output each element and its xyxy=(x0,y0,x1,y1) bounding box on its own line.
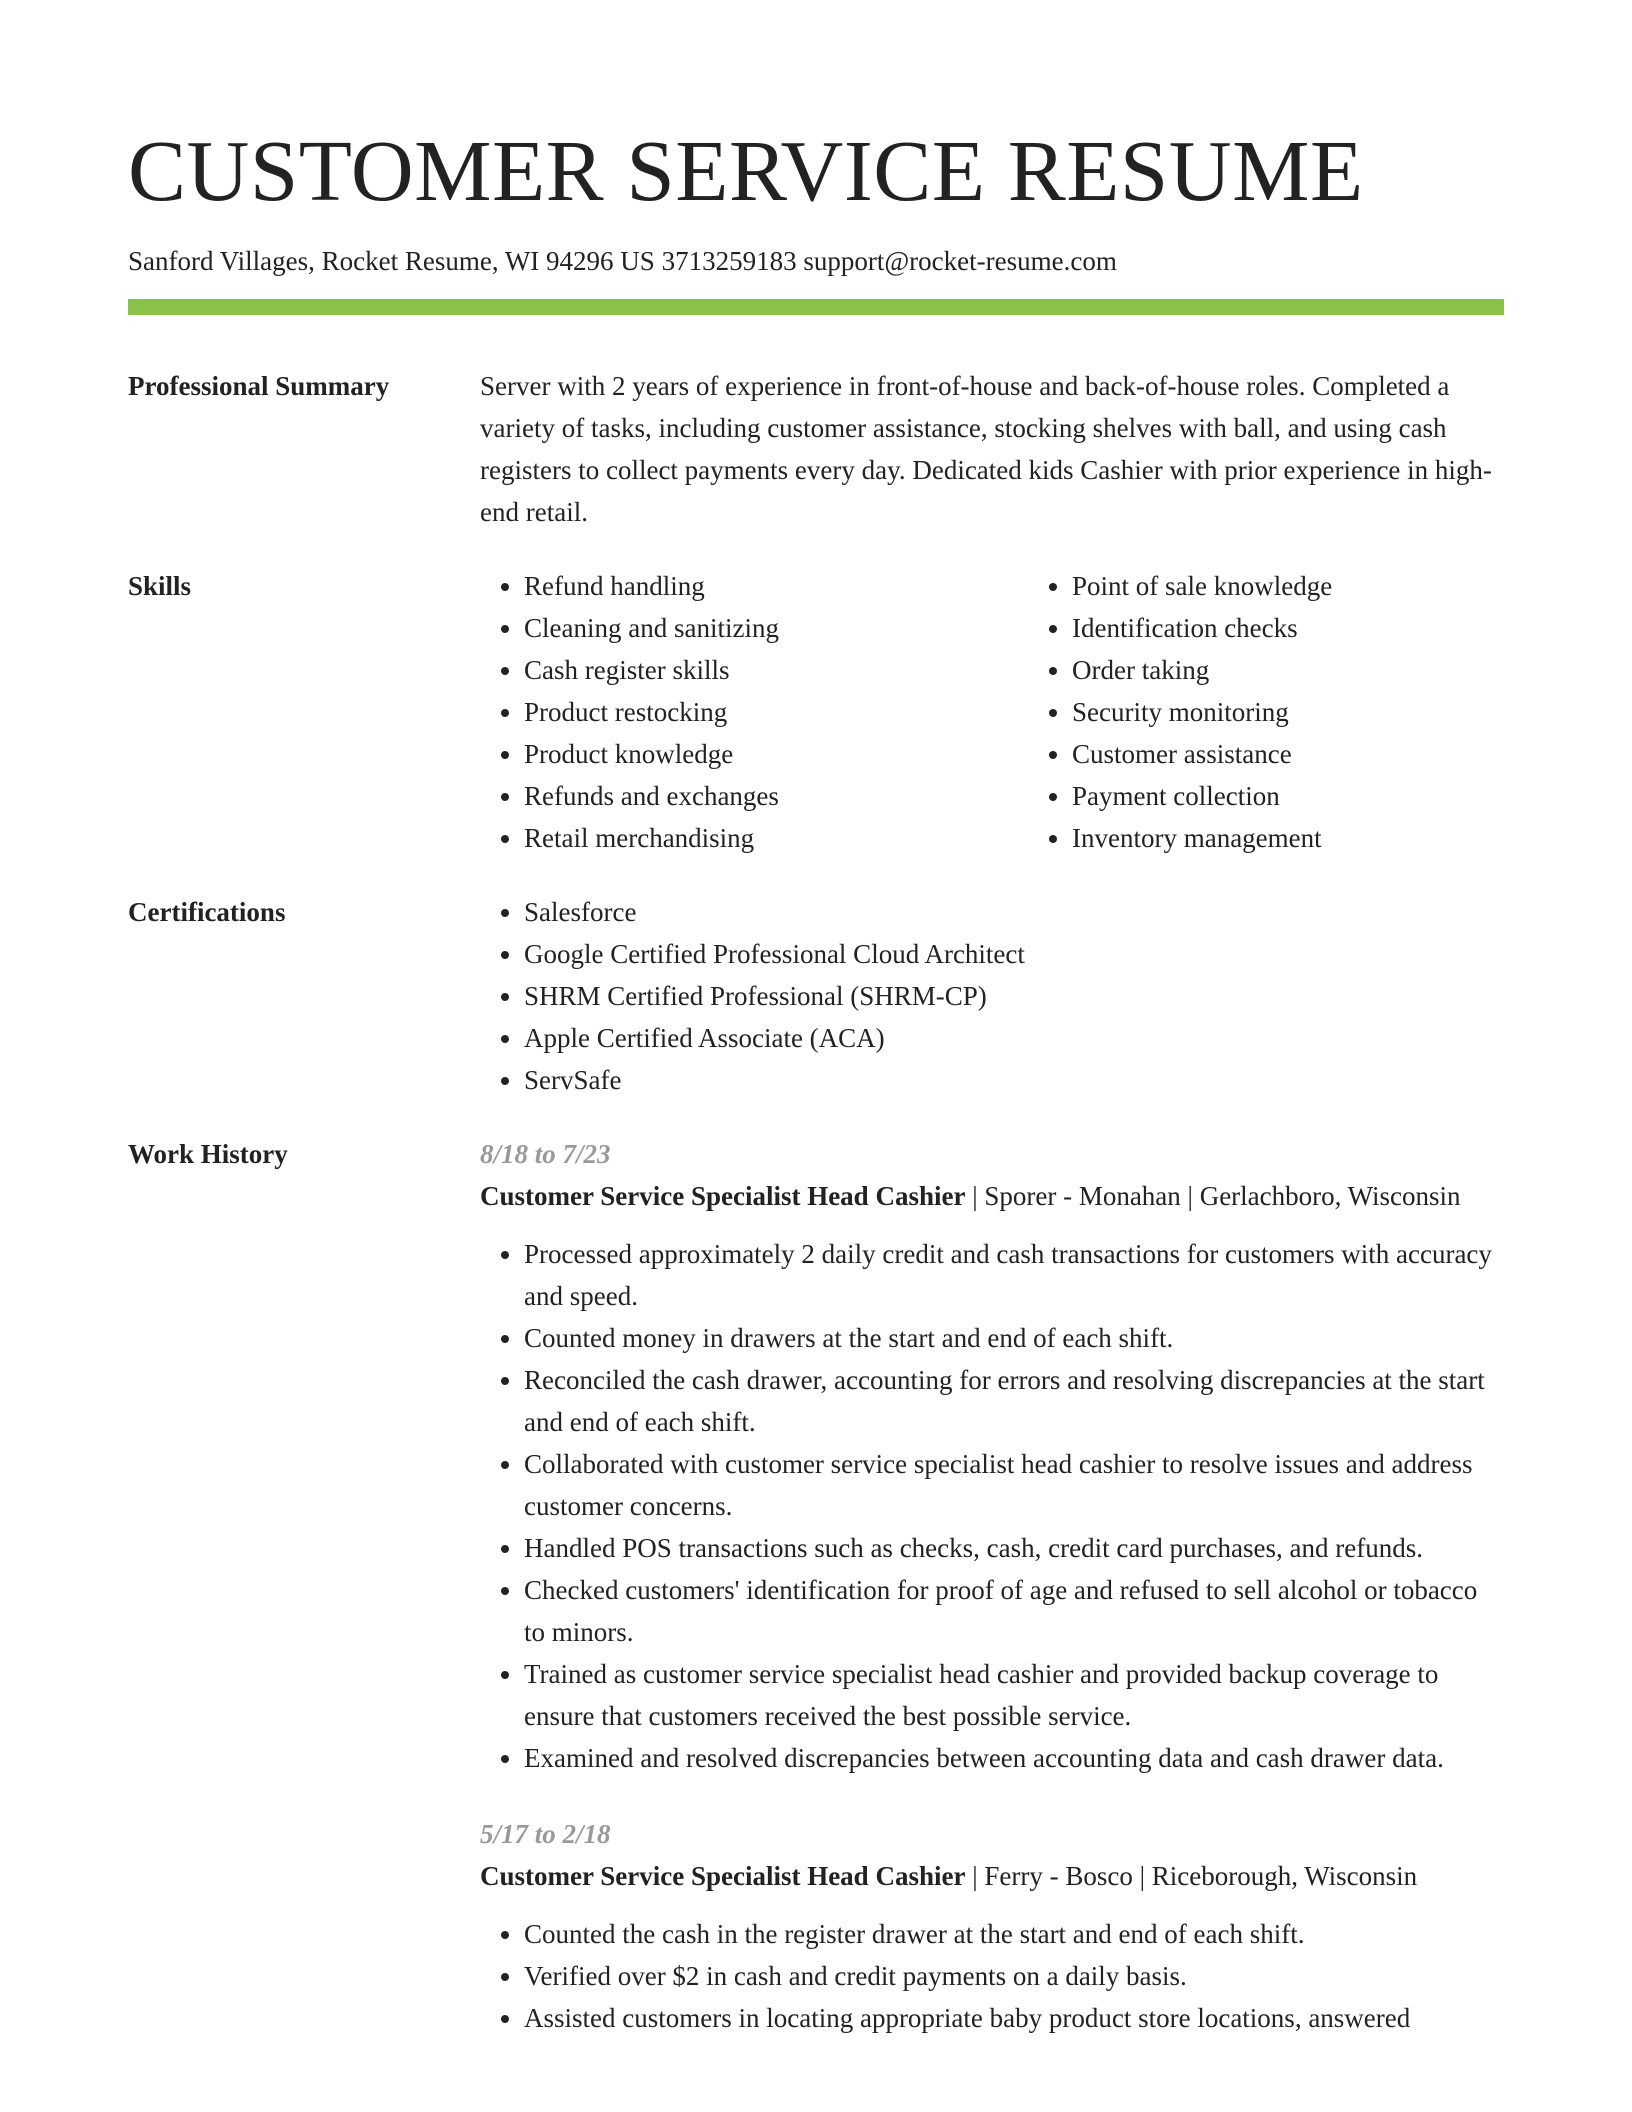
contact-line: Sanford Villages, Rocket Resume, WI 94296 US 3713259183 support@rocket-resume.com xyxy=(128,246,1117,276)
job-bullet: • Checked customers' identification for proof of age and refused to sell alcohol or tobacco to minors. xyxy=(524,1569,1504,1653)
skill-item: • Order taking xyxy=(1072,649,1504,691)
job-dates: 8/18 to 7/23 xyxy=(480,1139,611,1169)
skills-columns xyxy=(480,565,1504,859)
skills-body xyxy=(480,565,1504,859)
certifications-body xyxy=(480,891,1504,1101)
job-bullet: • Counted money in drawers at the start and end of each shift. xyxy=(524,1317,1504,1359)
job-employer-location: | Ferry - Bosco | Riceborough, Wisconsin xyxy=(965,1861,1418,1891)
job-entry xyxy=(480,1133,1504,1779)
resume-page xyxy=(128,0,1504,2039)
skills-list-left xyxy=(480,565,984,859)
skill-item: • Point of sale knowledge xyxy=(1072,565,1504,607)
skill-item: • Inventory management xyxy=(1072,817,1504,859)
skill-item: • Cash register skills xyxy=(524,649,984,691)
job-heading xyxy=(480,1175,1504,1217)
skills-section xyxy=(128,565,1504,859)
job-bullet: • Trained as customer service specialist head cashier and provided backup coverage to ensure that customers received the best possible service. xyxy=(524,1653,1504,1737)
skill-item: • Refund handling xyxy=(524,565,984,607)
skill-item: • Security monitoring xyxy=(1072,691,1504,733)
certification-item: • Salesforce xyxy=(524,891,1504,933)
job-employer-location: | Sporer - Monahan | Gerlachboro, Wisconsin xyxy=(965,1181,1461,1211)
job-bullet: • Examined and resolved discrepancies between accounting data and cash drawer data. xyxy=(524,1737,1504,1779)
section-label-work-history: Work History xyxy=(128,1139,288,1169)
skill-item: • Product knowledge xyxy=(524,733,984,775)
job-bullet: • Processed approximately 2 daily credit and cash transactions for customers with accuracy and speed. xyxy=(524,1233,1504,1317)
certification-item: • SHRM Certified Professional (SHRM-CP) xyxy=(524,975,1504,1017)
work-history-section xyxy=(128,1133,1504,2039)
skill-item: • Retail merchandising xyxy=(524,817,984,859)
skill-item: • Payment collection xyxy=(1072,775,1504,817)
skill-item: • Customer assistance xyxy=(1072,733,1504,775)
job-title: Customer Service Specialist Head Cashier xyxy=(480,1861,966,1891)
job-bullet: • Reconciled the cash drawer, accounting for errors and resolving discrepancies at the start and end of each shift. xyxy=(524,1359,1504,1443)
certification-item: • ServSafe xyxy=(524,1059,1504,1101)
job-bullets xyxy=(480,1913,1504,2039)
certifications-section xyxy=(128,891,1504,1101)
certifications-list xyxy=(480,891,1504,1101)
skill-item: • Refunds and exchanges xyxy=(524,775,984,817)
job-dates: 5/17 to 2/18 xyxy=(480,1819,611,1849)
job-heading xyxy=(480,1855,1504,1897)
skill-item: • Product restocking xyxy=(524,691,984,733)
section-label-certifications: Certifications xyxy=(128,897,286,927)
certification-item: • Google Certified Professional Cloud Architect xyxy=(524,933,1504,975)
summary-text: Server with 2 years of experience in front-of-house and back-of-house roles. Completed a variety of tasks, including customer assistance, stocking shelves with ball, and using cash registers to collect payments every day. Dedicated kids Cashier with prior experience in high-end retail. xyxy=(480,371,1492,527)
job-entry xyxy=(480,1813,1504,2039)
section-label-summary: Professional Summary xyxy=(128,371,390,401)
job-bullet: • Handled POS transactions such as checks, cash, credit card purchases, and refunds. xyxy=(524,1527,1504,1569)
section-label-skills: Skills xyxy=(128,571,192,601)
job-bullet: • Counted the cash in the register drawer at the start and end of each shift. xyxy=(524,1913,1504,1955)
job-bullets xyxy=(480,1233,1504,1779)
job-bullet: • Verified over $2 in cash and credit payments on a daily basis. xyxy=(524,1955,1504,1997)
skill-item: • Identification checks xyxy=(1072,607,1504,649)
accent-divider xyxy=(128,299,1504,315)
job-bullet: • Assisted customers in locating appropriate baby product store locations, answered xyxy=(524,1997,1504,2039)
resume-title: CUSTOMER SERVICE RESUME xyxy=(128,122,1364,219)
skill-item: • Cleaning and sanitizing xyxy=(524,607,984,649)
skills-list-right xyxy=(1028,565,1504,859)
certification-item: • Apple Certified Associate (ACA) xyxy=(524,1017,1504,1059)
job-bullet: • Collaborated with customer service specialist head cashier to resolve issues and address customer concerns. xyxy=(524,1443,1504,1527)
work-history-body xyxy=(480,1133,1504,2039)
job-title: Customer Service Specialist Head Cashier xyxy=(480,1181,966,1211)
summary-section xyxy=(128,365,1504,533)
summary-body xyxy=(480,365,1504,533)
